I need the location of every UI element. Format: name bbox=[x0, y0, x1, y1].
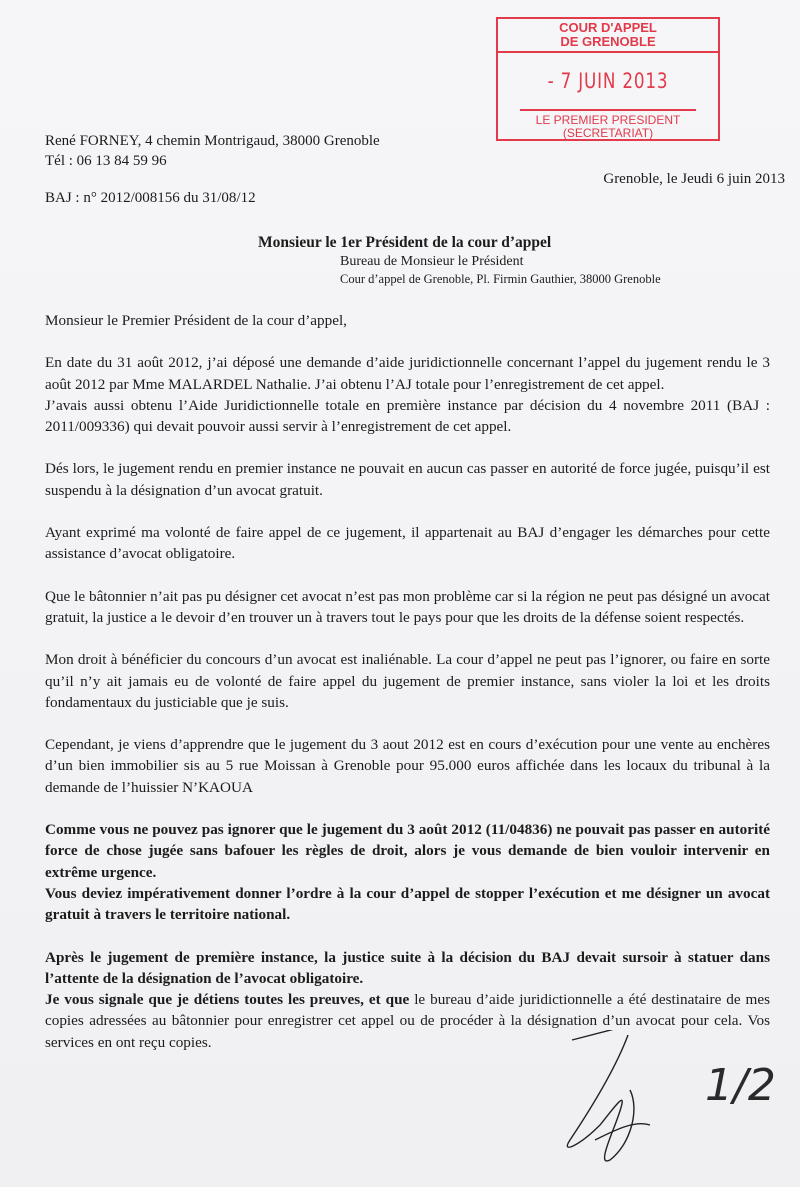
paragraph: Ayant exprimé ma volonté de faire appel de ce jugement, il appartenait au BAJ d’engager les démarches pour cette assistance d’avocat obligatoire. bbox=[45, 524, 770, 563]
handwritten-signature bbox=[567, 1030, 650, 1161]
reception-stamp bbox=[496, 17, 720, 141]
paragraph: Cependant, je viens d’apprendre que le jugement du 3 aout 2012 est en cours d’exécution pour une vente au enchères d’un bien immobilier sis au 5 rue Moissan à Grenoble pour 95.000 euros affichée dans les locaux du tribunal à la demande de l’huissier N’KAOUA bbox=[45, 736, 770, 796]
baj-reference: BAJ : n° 2012/008156 du 31/08/12 bbox=[45, 190, 256, 206]
recipient-title: Monsieur le 1er Président de la cour d’appel bbox=[258, 234, 552, 251]
recipient-address: Cour d’appel de Grenoble, Pl. Firmin Gauthier, 38000 Grenoble bbox=[340, 272, 661, 286]
stamp-city: DE GRENOBLE bbox=[560, 34, 656, 49]
sender-block bbox=[45, 131, 380, 171]
sender-address: René FORNEY, 4 chemin Montrigaud, 38000 Grenoble bbox=[45, 133, 380, 149]
closing-bold-text: Je vous signale que je détiens toutes les preuves, et que bbox=[45, 991, 410, 1009]
paragraph: Que le bâtonnier n’ait pas pu désigner cet avocat n’est pas mon problème car si la région ne peut pas désigné un avocat gratuit, la justice a le devoir d’en trouver un à travers tout le pays pour que les droits de la défense soient respectés. bbox=[45, 587, 770, 626]
recipient-office: Bureau de Monsieur le Président bbox=[340, 254, 524, 269]
stamp-department: (SECRETARIAT) bbox=[562, 126, 654, 140]
paragraph: En date du 31 août 2012, j’ai déposé une demande d’aide juridictionnelle concernant l’appel du jugement rendu le 3 août 2012 par Mme MALARDEL Nathalie. J’ai obtenu l’AJ totale pour l’enregistrement de cet appel. bbox=[45, 354, 770, 393]
stamp-footer bbox=[498, 111, 718, 140]
recipient-block bbox=[258, 233, 661, 288]
bold-paragraph: Après le jugement de première instance, la justice suite à la décision du BAJ devait sursoir à statuer dans l’attente de la désignation de l’avocat obligatoire. bbox=[45, 948, 770, 987]
sender-phone: Tél : 06 13 84 59 96 bbox=[45, 153, 167, 169]
paragraph: Mon droit à bénéficier du concours d’un avocat est inaliénable. La cour d’appel ne peut pas l’ignorer, ou faire en sorte qu’il n’y ait jamais eu de volonté de faire appel du jugement de premier instance, sans violer la loi et les droits fondamentaux du justiciable que je suis. bbox=[45, 651, 770, 711]
bold-paragraph: Vous deviez impérativement donner l’ordre à la cour d’appel de stopper l’exécution et me désigner un avocat gratuit à travers le territoire national. bbox=[45, 884, 770, 924]
bold-paragraph: Comme vous ne pouvez pas ignorer que le jugement du 3 août 2012 (11/04836) ne pouvait pas passer en autorité force de chose jugée sans bafouer les règles de droit, alors je vous demande de bien vouloir intervenir en extrême urgence. bbox=[45, 821, 770, 881]
page-number: 1/2 bbox=[705, 1060, 776, 1111]
paragraph: Dés lors, le jugement rendu en premier instance ne pouvait en aucun cas passer en autorité de force jugée, puisqu’il est suspendu à la désignation d’un avocat gratuit. bbox=[45, 460, 770, 499]
stamp-header bbox=[498, 19, 718, 53]
letter-date: Grenoble, le Jeudi 6 juin 2013 bbox=[603, 171, 785, 187]
closing-text: le bureau d’aide juridictionnelle a été destinataire de mes copies adressées au bâtonnier pour enregistrer cet appel ou de procéder à la désignation d’un avocat pour cela. Vos services en ont reçu copies. bbox=[45, 991, 770, 1051]
stamp-court-name: COUR D'APPEL bbox=[559, 20, 657, 35]
salutation: Monsieur le Premier Président de la cour d’appel, bbox=[45, 312, 347, 329]
letter-body bbox=[45, 310, 770, 1053]
stamp-office: LE PREMIER PRESIDENT bbox=[535, 113, 681, 127]
stamp-date: - 7 JUIN 2013 bbox=[520, 53, 696, 111]
signature-area bbox=[560, 1030, 800, 1180]
paragraph: J’avais aussi obtenu l’Aide Juridictionnelle totale en première instance par décision du 4 novembre 2011 (BAJ : 2011/009336) qui devait pouvoir aussi servir à l’enregistrement de cet appel. bbox=[45, 396, 770, 436]
